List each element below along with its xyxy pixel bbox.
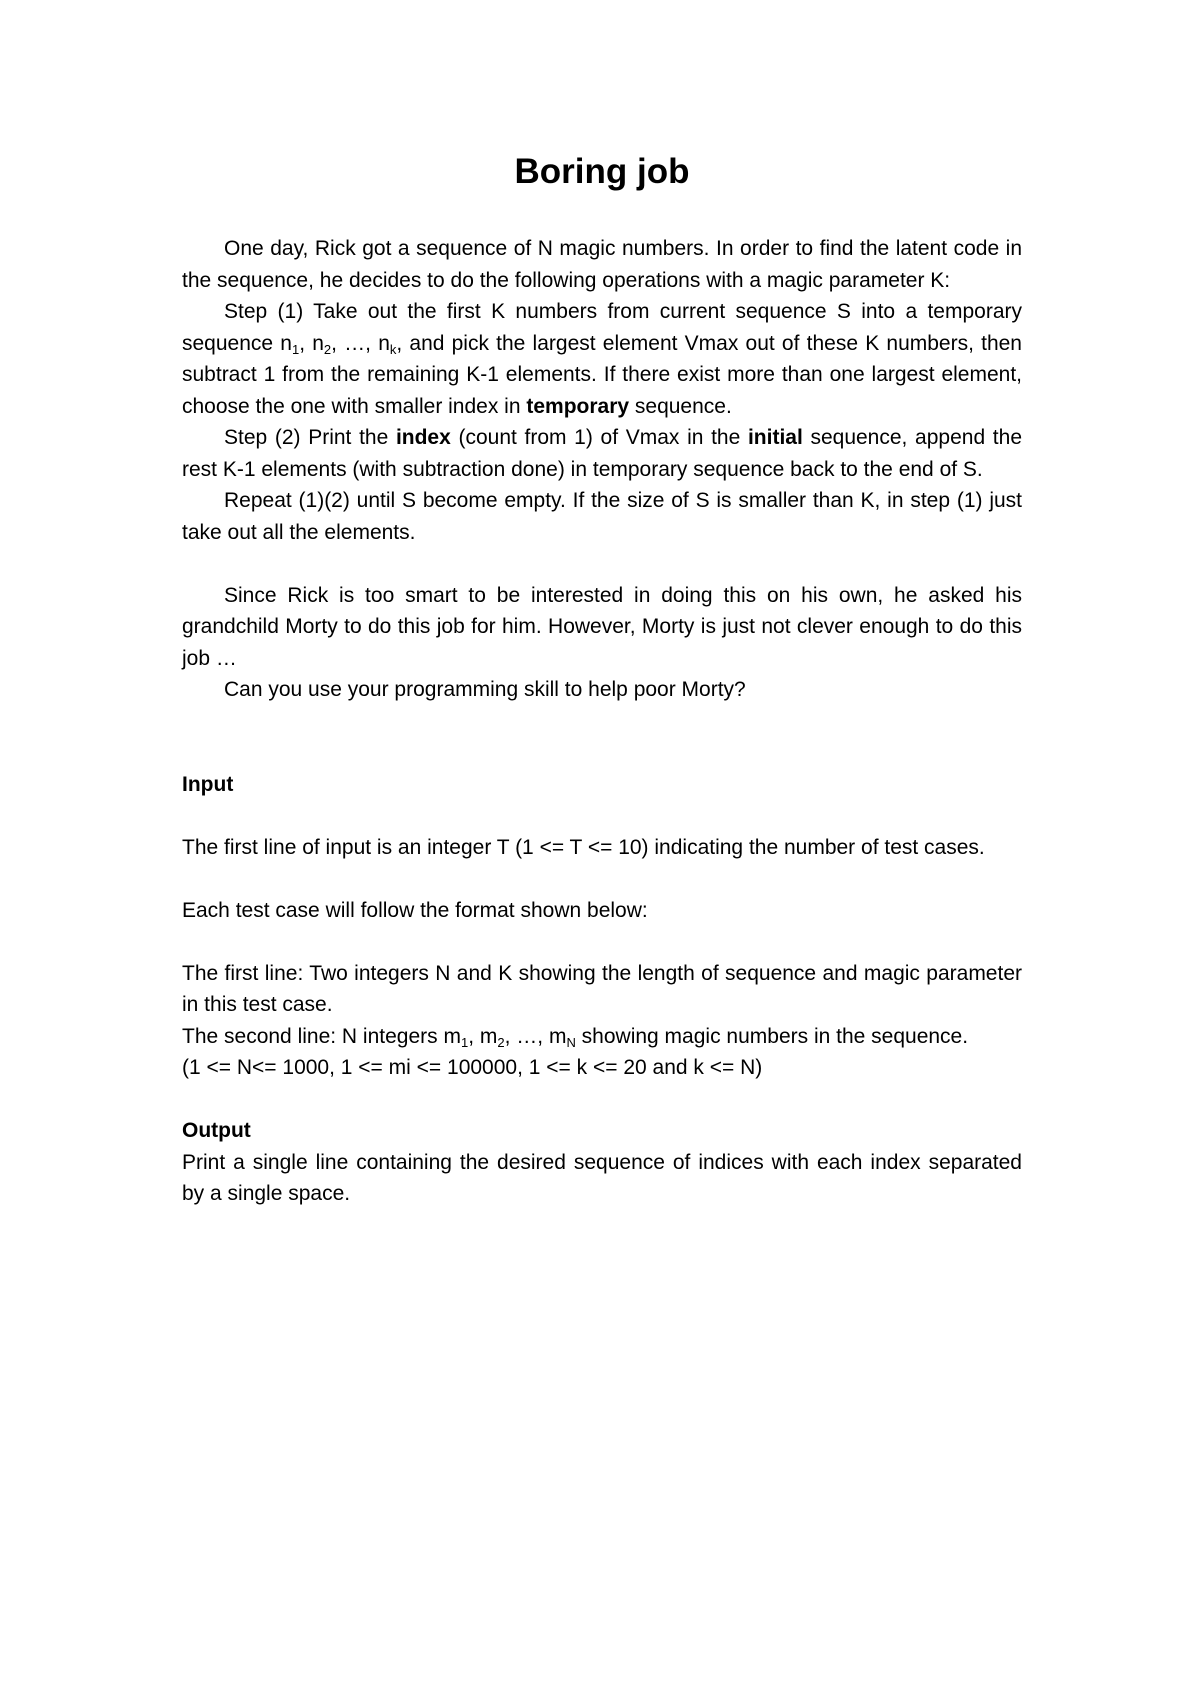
spacer (182, 863, 1022, 895)
step-1-text-d: , and pick the largest element Vmax out of these K numbers, then subtract 1 from the remaining K-1 elements. If there exist more than one largest element, choose the one with smaller index in (182, 331, 1022, 418)
second-line-text-c: , …, m (504, 1024, 567, 1048)
input-first-line-format (182, 958, 1022, 1021)
step-2-paragraph (182, 422, 1022, 485)
help-paragraph (182, 674, 1022, 706)
step-2-bold-index: index (395, 426, 451, 449)
rick-text: Since Rick is too smart to be interested in doing this on his own, he asked his grandchild Morty to do this job for him. However, Morty is just not clever enough to do this job … (182, 583, 1022, 670)
input-heading: Input (182, 772, 234, 796)
spacer (182, 1084, 1022, 1116)
step-1-subscript-k: k (389, 341, 397, 357)
document-body (182, 150, 1022, 1210)
output-text: Print a single line containing the desired sequence of indices with each index separated by a single space. (182, 1150, 1022, 1205)
second-line-subscript-1: 1 (460, 1034, 469, 1050)
spacer (182, 706, 1022, 769)
input-constraints-text: (1 <= N<= 1000, 1 <= mi <= 100000, 1 <= k <= 20 and k <= N) (182, 1056, 763, 1079)
step-1-text-a: Step (1) Take out the first K numbers from current sequence S into a temporary sequence n (182, 300, 1022, 355)
step-1-text-c: , …, n (331, 331, 390, 355)
output-heading: Output (182, 1119, 251, 1142)
step-1-paragraph (182, 296, 1022, 422)
spacer (182, 548, 1022, 580)
help-text: Can you use your programming skill to help poor Morty? (224, 678, 746, 701)
second-line-text-b: , m (468, 1024, 498, 1048)
second-line-subscript-n: N (566, 1034, 576, 1050)
input-second-line-format (182, 1021, 1022, 1053)
repeat-text: Repeat (1)(2) until S become empty. If the size of S is smaller than K, in step (1) just take out all the elements. (182, 489, 1022, 544)
input-first-line-format-text: The first line: Two integers N and K showing the length of sequence and magic parameter in this test case. (182, 961, 1022, 1016)
step-1-text-b: , n (299, 331, 324, 355)
output-paragraph (182, 1147, 1022, 1210)
step-1-subscript-2: 2 (323, 341, 332, 357)
document-title: Boring job (514, 152, 690, 191)
spacer (182, 800, 1022, 832)
step-1-subscript-1: 1 (291, 341, 300, 357)
step-2-text-a: Step (2) Print the (224, 426, 396, 449)
step-1-text-e: sequence. (629, 394, 732, 418)
step-1-bold-temporary: temporary (526, 394, 630, 418)
input-constraints (182, 1052, 1022, 1084)
intro-paragraph (182, 233, 1022, 296)
step-2-text-c: sequence, append the rest K-1 elements (with subtraction done) in temporary sequence back to the end of S. (182, 426, 1022, 481)
second-line-subscript-2: 2 (497, 1034, 505, 1050)
second-line-text-d: showing magic numbers in the sequence. (575, 1024, 969, 1048)
repeat-paragraph (182, 485, 1022, 548)
input-format-paragraph (182, 895, 1022, 927)
second-line-text-a: The second line: N integers m (182, 1024, 461, 1048)
input-first-line-text: The first line of input is an integer T (1 <= T <= 10) indicating the number of test cases. (182, 835, 985, 859)
rick-paragraph (182, 580, 1022, 675)
input-format-text: Each test case will follow the format shown below: (182, 898, 648, 922)
spacer (182, 926, 1022, 958)
step-2-text-b: (count from 1) of Vmax in the (450, 426, 748, 449)
intro-text: One day, Rick got a sequence of N magic numbers. In order to find the latent code in the sequence, he decides to do the following operations with a magic parameter K: (182, 237, 1022, 292)
input-first-line-paragraph (182, 832, 1022, 864)
step-2-bold-initial: initial (747, 426, 803, 449)
